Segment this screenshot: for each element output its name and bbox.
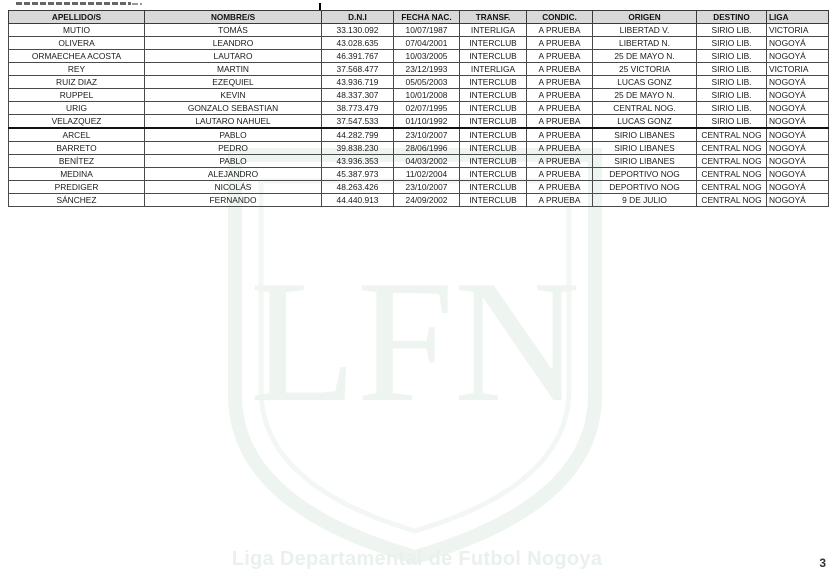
cell-liga: NOGOYÁ — [767, 37, 829, 50]
cell-fecha-nac: 01/10/1992 — [394, 115, 460, 129]
cell-apellidos: ARCEL — [9, 128, 145, 142]
table-row — [9, 142, 829, 155]
table-row — [9, 181, 829, 194]
page-number: 3 — [819, 556, 826, 570]
cell-nombres: PEDRO — [145, 142, 322, 155]
cell-apellidos: PREDIGER — [9, 181, 145, 194]
cell-liga: NOGOYÁ — [767, 102, 829, 115]
cell-nombres: GONZALO SEBASTIAN — [145, 102, 322, 115]
cell-destino: CENTRAL NOG — [697, 181, 767, 194]
cell-destino: SIRIO LIB. — [697, 76, 767, 89]
cell-apellidos: BARRETO — [9, 142, 145, 155]
cell-fecha-nac: 23/12/1993 — [394, 63, 460, 76]
cell-apellidos: OLIVERA — [9, 37, 145, 50]
cell-fecha-nac: 10/01/2008 — [394, 89, 460, 102]
cell-liga: NOGOYÁ — [767, 194, 829, 207]
cell-condic: A PRUEBA — [527, 128, 593, 142]
cell-origen: SIRIO LIBANES — [593, 142, 697, 155]
cell-condic: A PRUEBA — [527, 37, 593, 50]
cell-nombres: ALEJANDRO — [145, 168, 322, 181]
table-row — [9, 89, 829, 102]
cell-fecha-nac: 24/09/2002 — [394, 194, 460, 207]
cell-apellidos: MUTIO — [9, 24, 145, 37]
cell-destino: CENTRAL NOG — [697, 168, 767, 181]
header-liga: LIGA — [767, 11, 829, 24]
cell-liga: NOGOYÁ — [767, 155, 829, 168]
cell-destino: SIRIO LIB. — [697, 89, 767, 102]
cropped-heading-text-tail — [132, 3, 142, 5]
cell-dni: 48.337.307 — [322, 89, 394, 102]
cell-transf: INTERCLUB — [460, 50, 527, 63]
cell-liga: NOGOYÁ — [767, 50, 829, 63]
header-apellidos: APELLIDO/S — [9, 11, 145, 24]
cell-dni: 39.838.230 — [322, 142, 394, 155]
table-row — [9, 155, 829, 168]
table-header-row — [9, 11, 829, 24]
cell-dni: 46.391.767 — [322, 50, 394, 63]
cell-nombres: LAUTARO — [145, 50, 322, 63]
header-nombres: NOMBRE/S — [145, 11, 322, 24]
cell-origen: 25 DE MAYO N. — [593, 50, 697, 63]
cell-apellidos: RUPPEL — [9, 89, 145, 102]
cell-origen: 25 VICTORIA — [593, 63, 697, 76]
cell-fecha-nac: 02/07/1995 — [394, 102, 460, 115]
table-row — [9, 194, 829, 207]
cell-apellidos: BENÍTEZ — [9, 155, 145, 168]
cell-transf: INTERLIGA — [460, 63, 527, 76]
cell-condic: A PRUEBA — [527, 89, 593, 102]
cell-liga: NOGOYÁ — [767, 89, 829, 102]
cell-fecha-nac: 11/02/2004 — [394, 168, 460, 181]
table-row — [9, 24, 829, 37]
cell-origen: LUCAS GONZ — [593, 115, 697, 129]
cell-nombres: LEANDRO — [145, 37, 322, 50]
cell-destino: SIRIO LIB. — [697, 37, 767, 50]
cell-origen: 9 DE JULIO — [593, 194, 697, 207]
cell-fecha-nac: 10/07/1987 — [394, 24, 460, 37]
cell-liga: NOGOYÁ — [767, 128, 829, 142]
cell-dni: 45.387.973 — [322, 168, 394, 181]
cell-origen: LIBERTAD N. — [593, 37, 697, 50]
cell-apellidos: VELAZQUEZ — [9, 115, 145, 129]
league-logo-watermark — [225, 145, 605, 565]
cell-condic: A PRUEBA — [527, 24, 593, 37]
cell-condic: A PRUEBA — [527, 168, 593, 181]
cell-condic: A PRUEBA — [527, 194, 593, 207]
cell-liga: NOGOYÁ — [767, 76, 829, 89]
cell-liga: NOGOYÁ — [767, 142, 829, 155]
cell-fecha-nac: 04/03/2002 — [394, 155, 460, 168]
cell-apellidos: SÁNCHEZ — [9, 194, 145, 207]
transfers-table — [8, 10, 829, 207]
cell-transf: INTERLIGA — [460, 24, 527, 37]
cropped-heading-text — [16, 2, 131, 5]
cell-condic: A PRUEBA — [527, 50, 593, 63]
cell-liga: NOGOYÁ — [767, 181, 829, 194]
watermark-monogram: LFN — [249, 244, 581, 438]
cell-nombres: PABLO — [145, 128, 322, 142]
table-row — [9, 102, 829, 115]
cell-liga: NOGOYÁ — [767, 115, 829, 129]
cell-origen: LIBERTAD V. — [593, 24, 697, 37]
cell-condic: A PRUEBA — [527, 63, 593, 76]
cell-transf: INTERCLUB — [460, 115, 527, 129]
cell-transf: INTERCLUB — [460, 102, 527, 115]
cell-transf: INTERCLUB — [460, 142, 527, 155]
table-row — [9, 128, 829, 142]
header-destino: DESTINO — [697, 11, 767, 24]
cell-origen: SIRIO LIBANES — [593, 155, 697, 168]
cell-liga: VICTORIA — [767, 63, 829, 76]
cell-destino: SIRIO LIB. — [697, 24, 767, 37]
cell-dni: 48.263.426 — [322, 181, 394, 194]
cell-apellidos: REY — [9, 63, 145, 76]
cell-dni: 44.282.799 — [322, 128, 394, 142]
cell-nombres: KEVIN — [145, 89, 322, 102]
cell-dni: 44.440.913 — [322, 194, 394, 207]
table-row — [9, 37, 829, 50]
cell-apellidos: MEDINA — [9, 168, 145, 181]
cell-fecha-nac: 23/10/2007 — [394, 181, 460, 194]
cell-destino: SIRIO LIB. — [697, 102, 767, 115]
cell-nombres: TOMÁS — [145, 24, 322, 37]
cell-fecha-nac: 05/05/2003 — [394, 76, 460, 89]
cell-fecha-nac: 28/06/1996 — [394, 142, 460, 155]
cell-nombres: LAUTARO NAHUEL — [145, 115, 322, 129]
cell-condic: A PRUEBA — [527, 102, 593, 115]
cell-transf: INTERCLUB — [460, 76, 527, 89]
cell-origen: SIRIO LIBANES — [593, 128, 697, 142]
cell-origen: CENTRAL NOG. — [593, 102, 697, 115]
cell-condic: A PRUEBA — [527, 181, 593, 194]
table-row — [9, 115, 829, 129]
header-origen: ORIGEN — [593, 11, 697, 24]
cell-dni: 43.936.353 — [322, 155, 394, 168]
cell-destino: SIRIO LIB. — [697, 115, 767, 129]
cell-dni: 38.773.479 — [322, 102, 394, 115]
cell-destino: CENTRAL NOG — [697, 194, 767, 207]
cell-fecha-nac: 07/04/2001 — [394, 37, 460, 50]
cell-destino: CENTRAL NOG — [697, 128, 767, 142]
cell-apellidos: RUIZ DIAZ — [9, 76, 145, 89]
cell-condic: A PRUEBA — [527, 142, 593, 155]
cell-dni: 37.568.477 — [322, 63, 394, 76]
cell-transf: INTERCLUB — [460, 128, 527, 142]
table-row — [9, 50, 829, 63]
cell-apellidos: URIG — [9, 102, 145, 115]
cell-condic: A PRUEBA — [527, 115, 593, 129]
cell-fecha-nac: 23/10/2007 — [394, 128, 460, 142]
cell-liga: NOGOYÁ — [767, 168, 829, 181]
cell-transf: INTERCLUB — [460, 37, 527, 50]
cell-fecha-nac: 10/03/2005 — [394, 50, 460, 63]
cell-dni: 37.547.533 — [322, 115, 394, 129]
shield-icon — [235, 155, 595, 557]
cell-transf: INTERCLUB — [460, 168, 527, 181]
cell-nombres: MARTIN — [145, 63, 322, 76]
cell-origen: 25 DE MAYO N. — [593, 89, 697, 102]
cell-origen: LUCAS GONZ — [593, 76, 697, 89]
watermark-caption: Liga Departamental de Futbol Nogoya — [231, 548, 603, 570]
cell-nombres: EZEQUIEL — [145, 76, 322, 89]
cell-nombres: PABLO — [145, 155, 322, 168]
table-row — [9, 168, 829, 181]
cell-condic: A PRUEBA — [527, 155, 593, 168]
cell-origen: DEPORTIVO NOG — [593, 168, 697, 181]
table-row — [9, 63, 829, 76]
header-dni: D.N.I — [322, 11, 394, 24]
cell-transf: INTERCLUB — [460, 155, 527, 168]
header-fecha-nac: FECHA NAC. — [394, 11, 460, 24]
header-transf: TRANSF. — [460, 11, 527, 24]
cell-dni: 43.936.719 — [322, 76, 394, 89]
header-condic: CONDIC. — [527, 11, 593, 24]
cell-nombres: NICOLÁS — [145, 181, 322, 194]
cell-dni: 43.028.635 — [322, 37, 394, 50]
cell-nombres: FERNANDO — [145, 194, 322, 207]
cell-condic: A PRUEBA — [527, 76, 593, 89]
cell-transf: INTERCLUB — [460, 194, 527, 207]
cell-apellidos: ORMAECHEA ACOSTA — [9, 50, 145, 63]
cell-destino: CENTRAL NOG — [697, 155, 767, 168]
cell-destino: SIRIO LIB. — [697, 63, 767, 76]
cell-transf: INTERCLUB — [460, 89, 527, 102]
table-row — [9, 76, 829, 89]
cell-destino: SIRIO LIB. — [697, 50, 767, 63]
cell-destino: CENTRAL NOG — [697, 142, 767, 155]
cell-dni: 33.130.092 — [322, 24, 394, 37]
cell-transf: INTERCLUB — [460, 181, 527, 194]
cell-liga: VICTORIA — [767, 24, 829, 37]
cell-origen: DEPORTIVO NOG — [593, 181, 697, 194]
